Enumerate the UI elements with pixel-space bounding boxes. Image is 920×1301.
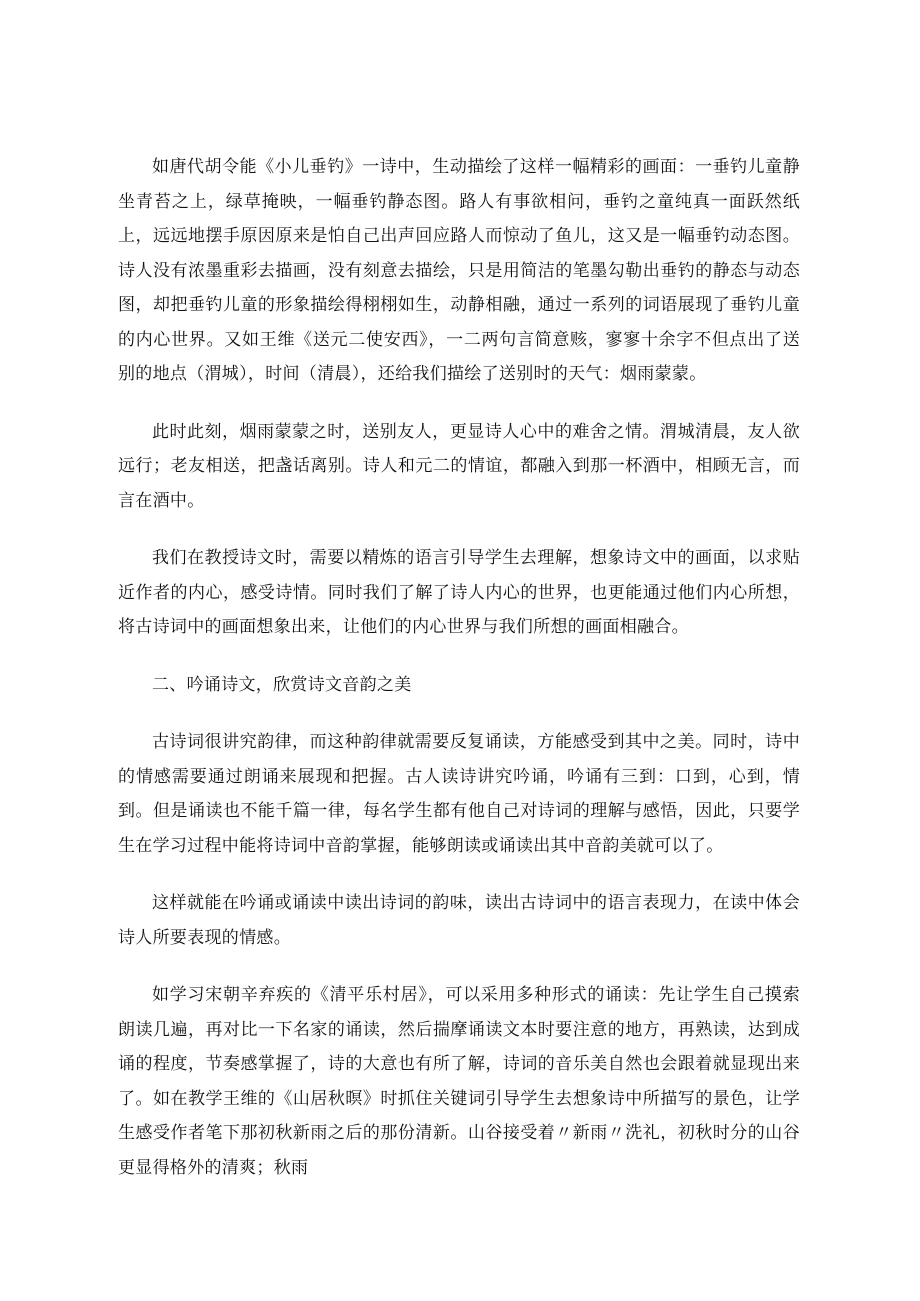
section-heading: 二、吟诵诗文，欣赏诗文音韵之美 <box>152 674 412 695</box>
paragraph-4: 古诗词很讲究韵律，而这种韵律就需要反复诵读，方能感受到其中之美。同时，诗中的情感需要通过朗诵来展现和把握。古人读诗讲究吟诵，吟诵有三到：口到，心到，情到。但是诵读也不能千篇一律，每名学生都有他自己对诗词的理解与感悟，因此，只要学生在学习过程中能将诗词中音韵掌握，能够朗读或诵读出其中音韵美就可以了。 <box>118 732 800 856</box>
document-body <box>118 150 800 1185</box>
paragraph-1: 如唐代胡令能《小儿垂钓》一诗中，生动描绘了这样一幅精彩的画面：一垂钓儿童静坐青苔之上，绿草掩映，一幅垂钓静态图。路人有事欲相问，垂钓之童纯真一面跃然纸上，远远地摆手原因原来是怕自己出声回应路人而惊动了鱼儿，这又是一幅垂钓动态图。诗人没有浓墨重彩去描画，没有刻意去描绘，只是用简洁的笔墨勾勒出垂钓的静态与动态图，却把垂钓儿童的形象描绘得栩栩如生，动静相融，通过一系列的词语展现了垂钓儿童的内心世界。又如王维《送元二使安西》，一二两句言简意赅，寥寥十余字不但点出了送别的地点（渭城），时间（清晨），还给我们描绘了送别时的天气：烟雨蒙蒙。 <box>118 157 800 384</box>
paragraph-3: 我们在教授诗文时，需要以精炼的语言引导学生去理解，想象诗文中的画面，以求贴近作者的内心，感受诗情。同时我们了解了诗人内心的世界，也更能通过他们内心所想，将古诗词中的画面想象出来，让他们的内心世界与我们所想的画面相融合。 <box>118 548 800 637</box>
paragraph-6: 如学习宋朝辛弃疾的《清平乐村居》，可以采用多种形式的诵读：先让学生自己摸索朗读几遍，再对比一下名家的诵读，然后揣摩诵读文本时要注意的地方，再熟读，达到成诵的程度，节奏感掌握了，诗的大意也有所了解，诗词的音乐美自然也会跟着就显现出来了。如在教学王维的《山居秋暝》时抓住关键词引导学生去想象诗中所描写的景色，让学生感受作者笔下那初秋新雨之后的那份清新。山谷接受着〃新雨〃洗礼，初秋时分的山谷更显得格外的清爽；秋雨 <box>118 985 800 1178</box>
paragraph-2: 此时此刻，烟雨蒙蒙之时，送别友人，更显诗人心中的难舍之情。渭城清晨，友人欲远行；老友相送，把盏话离别。诗人和元二的情谊，都融入到那一杯酒中，相顾无言，而言在酒中。 <box>118 421 800 511</box>
paragraph-5: 这样就能在吟诵或诵读中读出诗词的韵味，读出古诗词中的语言表现力，在读中体会诗人所要表现的情感。 <box>118 893 800 948</box>
